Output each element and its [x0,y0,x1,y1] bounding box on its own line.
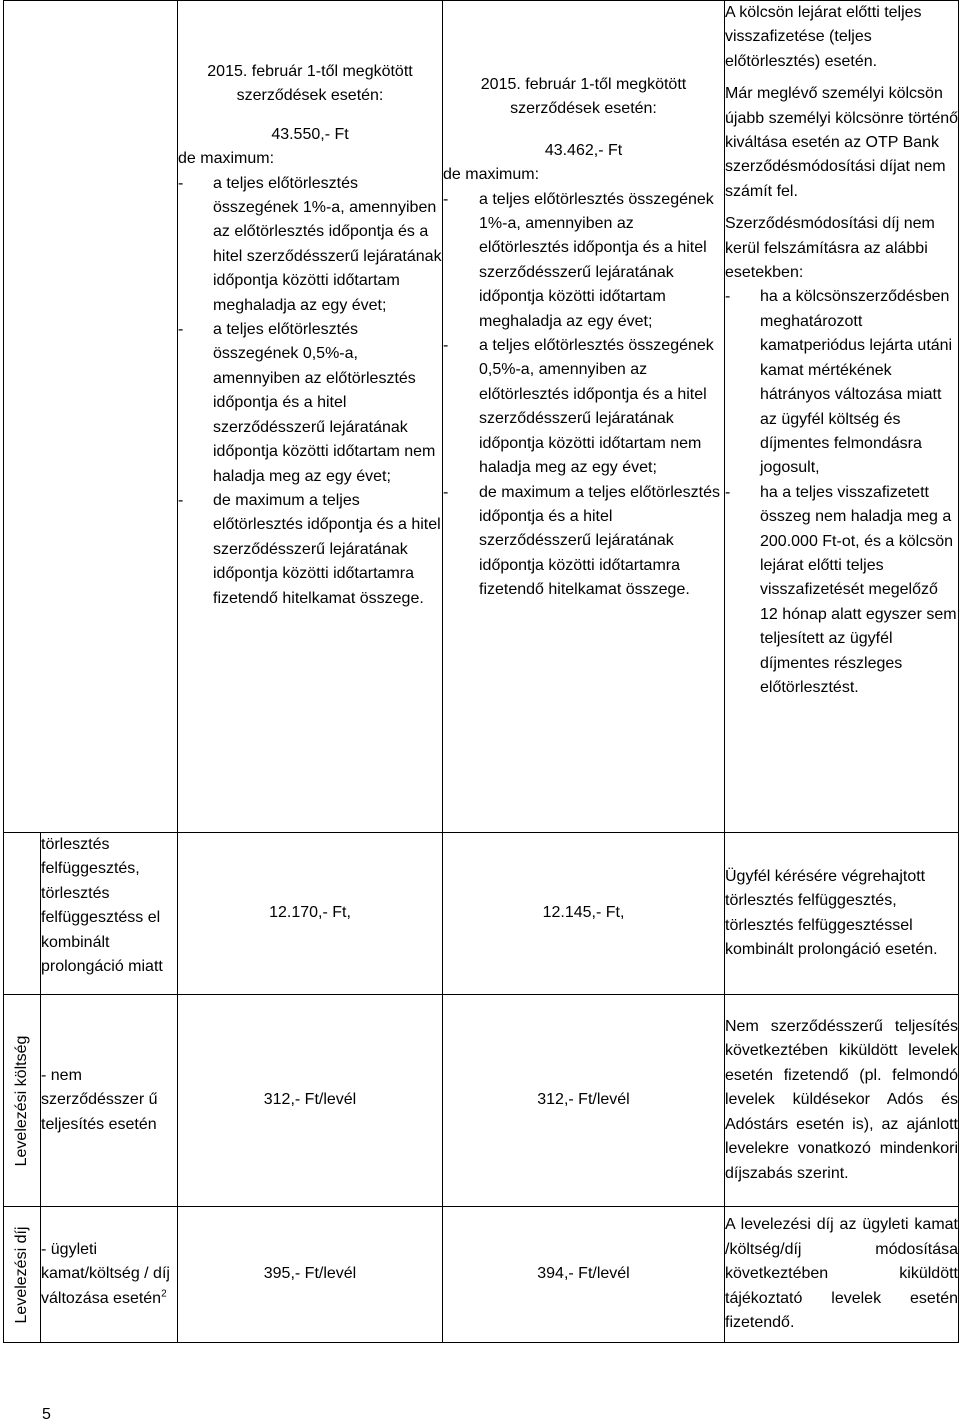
fee-table [3,0,959,1343]
side-label-cell [4,833,41,995]
table-row [4,1207,959,1343]
condition-paragraph: A levelezési díj az ügyleti kamat /költség/díj módosítása következtében kiküldött tájékoztató levelek esetén fizetendő. [725,1216,958,1332]
fee-amount: 43.462,- Ft [544,141,623,159]
fee-amount: 312,- Ft/levél [537,1091,630,1109]
condition-paragraph: Szerződésmódosítási díj nem kerül felszámításra az alábbi esetekben: [725,215,935,282]
condition-paragraph: Ügyfél kérésére végrehajtott törlesztés felfüggesztés, törlesztés felfüggesztéssel kombinált prolongáció esetén. [725,867,938,958]
fee-cell-col2 [178,1207,443,1343]
cell-heading: 2015. február 1-től megkötött szerződések esetén: [480,76,687,118]
list-item: - ha a kölcsönszerződésben meghatározott kamatperiódus lejárta utáni kamat mértékének hátrányos változása miatt az ügyfél költség és díjmentes felmondásra jogosult, [725,288,953,477]
fee-amount: 43.550,- Ft [271,125,349,143]
fee-cell-col2 [178,1,443,833]
footnote-marker: 2 [161,1288,167,1300]
list-item: - ha a teljes visszafizetett összeg nem haladja meg a 200.000 Ft-ot, és a kölcsön lejárat előtti teljes visszafizetését megelőző 12 hónap alatt egyszer sem teljesített az ügyfél díjmentes részleges előtörlesztést. [725,483,957,696]
side-label-cell [4,995,41,1207]
fee-cell-col3 [443,995,725,1207]
fee-cell-col3 [443,833,725,995]
lead-text: de maximum: [178,150,275,168]
page-number: 5 [42,1406,51,1423]
fee-amount: 395,- Ft/levél [263,1265,357,1283]
lead-text: de maximum: [443,166,540,184]
row-label-cell [4,1,178,833]
fee-amount: 12.170,- Ft, [269,904,351,922]
row-description: - ügyleti kamat/költség / díj változása esetén$^2$ [41,1207,178,1343]
table-row [4,995,959,1207]
fee-conditions-cell [725,995,959,1207]
side-label-mail-cost: Levelezési költség [12,1035,30,1166]
list-item: - a teljes előtörlesztés összegének 1%-a, amennyiben az előtörlesztés időpontja és a hitel szerződésszerű lejáratának időpontja közötti időtartam meghaladja az egy évet; [178,174,442,314]
side-label-mail-fee: Levelezési díj [12,1226,30,1323]
list-item: - de maximum a teljes előtörlesztés időpontja és a hitel szerződésszerű lejáratának időpontja közötti időtartamra fizetendő hitelkamat összege. [178,491,441,607]
condition-paragraph: Nem szerződésszerű teljesítés következtében kiküldött levelek esetén fizetendő (pl. felmondó levelek küldésekor Adós és Adóstárs esetén is), az ajánlott levelekre vonatkozó mindenkori díjszabás szerint. [725,1018,958,1182]
list-item: - de maximum a teljes előtörlesztés időpontja és a hitel szerződésszerű lejáratának időpontja közötti időtartamra fizetendő hitelkamat összege. [443,483,720,599]
fee-conditions-cell [725,1207,959,1343]
list-item: - a teljes előtörlesztés összegének 0,5%-a, amennyiben az előtörlesztés időpontja és a hitel szerződésszerű lejáratának időpontja közötti időtartam nem haladja meg az egy évet; [178,321,436,485]
row-description: - nem szerződésszer ű teljesítés esetén [41,995,178,1207]
fee-amount: 312,- Ft/levél [263,1091,357,1109]
fee-cell-col2 [178,833,443,995]
list-item: - a teljes előtörlesztés összegének 1%-a, amennyiben az előtörlesztés időpontja és a hitel szerződésszerű lejáratának időpontja közötti időtartam meghaladja az egy évet; [443,190,714,330]
fee-amount: 394,- Ft/levél [537,1265,630,1283]
condition-paragraph: A kölcsön lejárat előtti teljes visszafizetése (teljes előtörlesztés) esetén. [725,4,922,70]
side-label-cell [4,1207,41,1343]
fee-cell-col3 [443,1207,725,1343]
list-item: - a teljes előtörlesztés összegének 0,5%-a, amennyiben az előtörlesztés időpontja és a hitel szerződésszerű lejáratának időpontja közötti időtartam nem haladja meg az egy évet; [443,337,714,477]
row-description: törlesztés felfüggesztés, törlesztés felfüggesztéss el kombinált prolongáció miatt [41,833,178,995]
fee-conditions-cell [725,833,959,995]
fee-cell-col2 [178,995,443,1207]
fee-conditions-cell [725,1,959,833]
fee-amount: 12.145,- Ft, [542,904,625,922]
table-row [4,1,959,833]
table-row [4,833,959,995]
fee-cell-col3 [443,1,725,833]
cell-heading: 2015. február 1-től megkötött szerződések esetén: [207,63,413,105]
condition-paragraph: Már meglévő személyi kölcsön újabb személyi kölcsönre történő kiváltása esetén az OTP Bank szerződésmódosítási díjat nem számít fel. [725,85,959,200]
